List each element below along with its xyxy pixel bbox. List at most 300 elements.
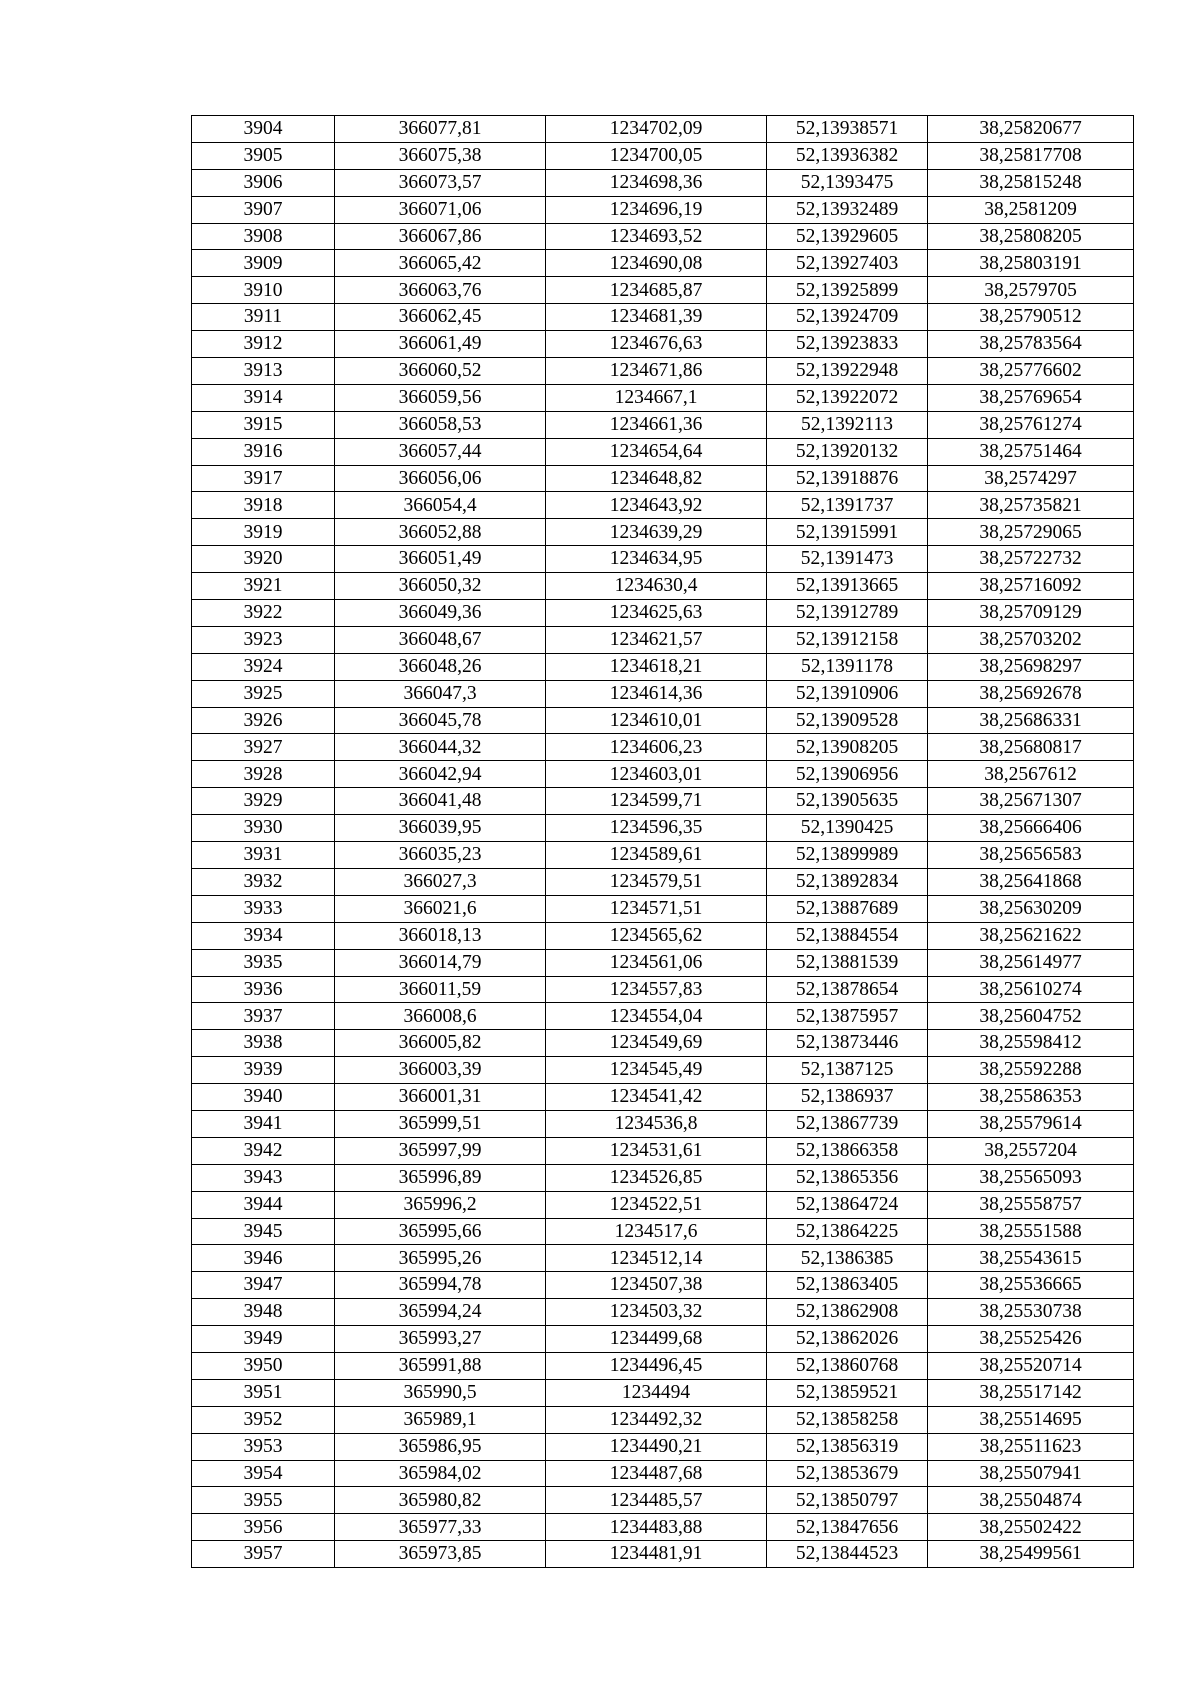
longitude-cell: 38,2574297 bbox=[928, 465, 1134, 492]
longitude-cell: 38,25514695 bbox=[928, 1406, 1134, 1433]
x-coordinate-cell: 366018,13 bbox=[335, 922, 546, 949]
latitude-cell: 52,13863405 bbox=[767, 1272, 928, 1299]
y-coordinate-cell: 1234481,91 bbox=[546, 1541, 767, 1568]
latitude-cell: 52,13873446 bbox=[767, 1030, 928, 1057]
table-row bbox=[192, 1379, 1134, 1406]
table-row bbox=[192, 465, 1134, 492]
latitude-cell: 52,13913665 bbox=[767, 573, 928, 600]
x-coordinate-cell: 366044,32 bbox=[335, 734, 546, 761]
x-coordinate-cell: 365997,99 bbox=[335, 1137, 546, 1164]
y-coordinate-cell: 1234690,08 bbox=[546, 250, 767, 277]
table-row bbox=[192, 1406, 1134, 1433]
latitude-cell: 52,13927403 bbox=[767, 250, 928, 277]
x-coordinate-cell: 366005,82 bbox=[335, 1030, 546, 1057]
y-coordinate-cell: 1234696,19 bbox=[546, 196, 767, 223]
x-coordinate-cell: 366003,39 bbox=[335, 1057, 546, 1084]
longitude-cell: 38,25565093 bbox=[928, 1164, 1134, 1191]
y-coordinate-cell: 1234667,1 bbox=[546, 384, 767, 411]
point-number-cell: 3916 bbox=[192, 438, 335, 465]
point-number-cell: 3906 bbox=[192, 169, 335, 196]
latitude-cell: 52,13910906 bbox=[767, 680, 928, 707]
longitude-cell: 38,25790512 bbox=[928, 304, 1134, 331]
table-row bbox=[192, 1084, 1134, 1111]
longitude-cell: 38,25820677 bbox=[928, 116, 1134, 143]
point-number-cell: 3952 bbox=[192, 1406, 335, 1433]
table-row bbox=[192, 1191, 1134, 1218]
x-coordinate-cell: 366058,53 bbox=[335, 411, 546, 438]
coordinates-table bbox=[191, 115, 1134, 1568]
table-row bbox=[192, 1137, 1134, 1164]
latitude-cell: 52,13924709 bbox=[767, 304, 928, 331]
point-number-cell: 3944 bbox=[192, 1191, 335, 1218]
point-number-cell: 3922 bbox=[192, 600, 335, 627]
latitude-cell: 52,13932489 bbox=[767, 196, 928, 223]
y-coordinate-cell: 1234531,61 bbox=[546, 1137, 767, 1164]
x-coordinate-cell: 366061,49 bbox=[335, 331, 546, 358]
y-coordinate-cell: 1234485,57 bbox=[546, 1487, 767, 1514]
point-number-cell: 3950 bbox=[192, 1352, 335, 1379]
table-row bbox=[192, 1272, 1134, 1299]
point-number-cell: 3909 bbox=[192, 250, 335, 277]
y-coordinate-cell: 1234643,92 bbox=[546, 492, 767, 519]
y-coordinate-cell: 1234625,63 bbox=[546, 600, 767, 627]
latitude-cell: 52,13860768 bbox=[767, 1352, 928, 1379]
longitude-cell: 38,25666406 bbox=[928, 815, 1134, 842]
point-number-cell: 3913 bbox=[192, 358, 335, 385]
x-coordinate-cell: 365991,88 bbox=[335, 1352, 546, 1379]
latitude-cell: 52,13884554 bbox=[767, 922, 928, 949]
x-coordinate-cell: 366075,38 bbox=[335, 142, 546, 169]
longitude-cell: 38,2557204 bbox=[928, 1137, 1134, 1164]
latitude-cell: 52,13922948 bbox=[767, 358, 928, 385]
longitude-cell: 38,25641868 bbox=[928, 868, 1134, 895]
table-row bbox=[192, 1057, 1134, 1084]
x-coordinate-cell: 366041,48 bbox=[335, 788, 546, 815]
point-number-cell: 3927 bbox=[192, 734, 335, 761]
latitude-cell: 52,13922072 bbox=[767, 384, 928, 411]
latitude-cell: 52,13862026 bbox=[767, 1326, 928, 1353]
table-row bbox=[192, 653, 1134, 680]
point-number-cell: 3917 bbox=[192, 465, 335, 492]
table-row bbox=[192, 116, 1134, 143]
point-number-cell: 3918 bbox=[192, 492, 335, 519]
x-coordinate-cell: 365977,33 bbox=[335, 1514, 546, 1541]
x-coordinate-cell: 366011,59 bbox=[335, 976, 546, 1003]
longitude-cell: 38,25525426 bbox=[928, 1326, 1134, 1353]
table-row bbox=[192, 1352, 1134, 1379]
point-number-cell: 3908 bbox=[192, 223, 335, 250]
longitude-cell: 38,25614977 bbox=[928, 949, 1134, 976]
y-coordinate-cell: 1234618,21 bbox=[546, 653, 767, 680]
table-row bbox=[192, 1030, 1134, 1057]
latitude-cell: 52,13938571 bbox=[767, 116, 928, 143]
point-number-cell: 3911 bbox=[192, 304, 335, 331]
point-number-cell: 3904 bbox=[192, 116, 335, 143]
point-number-cell: 3923 bbox=[192, 626, 335, 653]
x-coordinate-cell: 366073,57 bbox=[335, 169, 546, 196]
point-number-cell: 3932 bbox=[192, 868, 335, 895]
y-coordinate-cell: 1234492,32 bbox=[546, 1406, 767, 1433]
x-coordinate-cell: 365990,5 bbox=[335, 1379, 546, 1406]
x-coordinate-cell: 366045,78 bbox=[335, 707, 546, 734]
table-row bbox=[192, 1326, 1134, 1353]
x-coordinate-cell: 365989,1 bbox=[335, 1406, 546, 1433]
point-number-cell: 3930 bbox=[192, 815, 335, 842]
table-row bbox=[192, 1433, 1134, 1460]
y-coordinate-cell: 1234545,49 bbox=[546, 1057, 767, 1084]
latitude-cell: 52,13908205 bbox=[767, 734, 928, 761]
y-coordinate-cell: 1234483,88 bbox=[546, 1514, 767, 1541]
table-row bbox=[192, 304, 1134, 331]
latitude-cell: 52,1390425 bbox=[767, 815, 928, 842]
table-row bbox=[192, 788, 1134, 815]
y-coordinate-cell: 1234565,62 bbox=[546, 922, 767, 949]
longitude-cell: 38,25680817 bbox=[928, 734, 1134, 761]
y-coordinate-cell: 1234517,6 bbox=[546, 1218, 767, 1245]
latitude-cell: 52,13866358 bbox=[767, 1137, 928, 1164]
point-number-cell: 3919 bbox=[192, 519, 335, 546]
latitude-cell: 52,13875957 bbox=[767, 1003, 928, 1030]
point-number-cell: 3940 bbox=[192, 1084, 335, 1111]
y-coordinate-cell: 1234496,45 bbox=[546, 1352, 767, 1379]
table-row bbox=[192, 868, 1134, 895]
y-coordinate-cell: 1234503,32 bbox=[546, 1299, 767, 1326]
x-coordinate-cell: 365995,66 bbox=[335, 1218, 546, 1245]
point-number-cell: 3921 bbox=[192, 573, 335, 600]
x-coordinate-cell: 365986,95 bbox=[335, 1433, 546, 1460]
table-row bbox=[192, 976, 1134, 1003]
x-coordinate-cell: 365994,24 bbox=[335, 1299, 546, 1326]
longitude-cell: 38,25656583 bbox=[928, 842, 1134, 869]
point-number-cell: 3928 bbox=[192, 761, 335, 788]
table-row bbox=[192, 1299, 1134, 1326]
table-row bbox=[192, 626, 1134, 653]
table-row bbox=[192, 384, 1134, 411]
latitude-cell: 52,1386937 bbox=[767, 1084, 928, 1111]
table-row bbox=[192, 277, 1134, 304]
table-row bbox=[192, 1003, 1134, 1030]
longitude-cell: 38,25716092 bbox=[928, 573, 1134, 600]
point-number-cell: 3907 bbox=[192, 196, 335, 223]
point-number-cell: 3938 bbox=[192, 1030, 335, 1057]
longitude-cell: 38,25751464 bbox=[928, 438, 1134, 465]
y-coordinate-cell: 1234621,57 bbox=[546, 626, 767, 653]
y-coordinate-cell: 1234589,61 bbox=[546, 842, 767, 869]
latitude-cell: 52,13864724 bbox=[767, 1191, 928, 1218]
latitude-cell: 52,13864225 bbox=[767, 1218, 928, 1245]
longitude-cell: 38,25735821 bbox=[928, 492, 1134, 519]
longitude-cell: 38,25671307 bbox=[928, 788, 1134, 815]
table-row bbox=[192, 707, 1134, 734]
longitude-cell: 38,25511623 bbox=[928, 1433, 1134, 1460]
x-coordinate-cell: 366049,36 bbox=[335, 600, 546, 627]
table-row bbox=[192, 250, 1134, 277]
x-coordinate-cell: 365996,89 bbox=[335, 1164, 546, 1191]
y-coordinate-cell: 1234571,51 bbox=[546, 895, 767, 922]
y-coordinate-cell: 1234606,23 bbox=[546, 734, 767, 761]
point-number-cell: 3941 bbox=[192, 1110, 335, 1137]
longitude-cell: 38,25709129 bbox=[928, 600, 1134, 627]
point-number-cell: 3957 bbox=[192, 1541, 335, 1568]
x-coordinate-cell: 366001,31 bbox=[335, 1084, 546, 1111]
latitude-cell: 52,13899989 bbox=[767, 842, 928, 869]
x-coordinate-cell: 366056,06 bbox=[335, 465, 546, 492]
x-coordinate-cell: 366050,32 bbox=[335, 573, 546, 600]
x-coordinate-cell: 365984,02 bbox=[335, 1460, 546, 1487]
table-row bbox=[192, 331, 1134, 358]
x-coordinate-cell: 366021,6 bbox=[335, 895, 546, 922]
table-row bbox=[192, 815, 1134, 842]
point-number-cell: 3942 bbox=[192, 1137, 335, 1164]
y-coordinate-cell: 1234676,63 bbox=[546, 331, 767, 358]
coordinates-table-body bbox=[192, 116, 1134, 1568]
y-coordinate-cell: 1234557,83 bbox=[546, 976, 767, 1003]
x-coordinate-cell: 366077,81 bbox=[335, 116, 546, 143]
x-coordinate-cell: 366039,95 bbox=[335, 815, 546, 842]
latitude-cell: 52,13925899 bbox=[767, 277, 928, 304]
x-coordinate-cell: 365996,2 bbox=[335, 1191, 546, 1218]
table-row bbox=[192, 196, 1134, 223]
point-number-cell: 3953 bbox=[192, 1433, 335, 1460]
longitude-cell: 38,25502422 bbox=[928, 1514, 1134, 1541]
point-number-cell: 3925 bbox=[192, 680, 335, 707]
table-row bbox=[192, 922, 1134, 949]
point-number-cell: 3933 bbox=[192, 895, 335, 922]
point-number-cell: 3943 bbox=[192, 1164, 335, 1191]
longitude-cell: 38,25610274 bbox=[928, 976, 1134, 1003]
longitude-cell: 38,25630209 bbox=[928, 895, 1134, 922]
longitude-cell: 38,2579705 bbox=[928, 277, 1134, 304]
x-coordinate-cell: 366014,79 bbox=[335, 949, 546, 976]
table-row bbox=[192, 519, 1134, 546]
longitude-cell: 38,25520714 bbox=[928, 1352, 1134, 1379]
longitude-cell: 38,2567612 bbox=[928, 761, 1134, 788]
point-number-cell: 3954 bbox=[192, 1460, 335, 1487]
x-coordinate-cell: 365995,26 bbox=[335, 1245, 546, 1272]
longitude-cell: 38,25504874 bbox=[928, 1487, 1134, 1514]
point-number-cell: 3936 bbox=[192, 976, 335, 1003]
x-coordinate-cell: 366027,3 bbox=[335, 868, 546, 895]
latitude-cell: 52,13912158 bbox=[767, 626, 928, 653]
y-coordinate-cell: 1234661,36 bbox=[546, 411, 767, 438]
y-coordinate-cell: 1234693,52 bbox=[546, 223, 767, 250]
y-coordinate-cell: 1234634,95 bbox=[546, 546, 767, 573]
point-number-cell: 3914 bbox=[192, 384, 335, 411]
latitude-cell: 52,13853679 bbox=[767, 1460, 928, 1487]
table-row bbox=[192, 142, 1134, 169]
x-coordinate-cell: 366057,44 bbox=[335, 438, 546, 465]
y-coordinate-cell: 1234526,85 bbox=[546, 1164, 767, 1191]
y-coordinate-cell: 1234599,71 bbox=[546, 788, 767, 815]
latitude-cell: 52,13878654 bbox=[767, 976, 928, 1003]
longitude-cell: 38,25776602 bbox=[928, 358, 1134, 385]
y-coordinate-cell: 1234487,68 bbox=[546, 1460, 767, 1487]
point-number-cell: 3945 bbox=[192, 1218, 335, 1245]
longitude-cell: 38,25692678 bbox=[928, 680, 1134, 707]
point-number-cell: 3926 bbox=[192, 707, 335, 734]
table-row bbox=[192, 411, 1134, 438]
table-row bbox=[192, 680, 1134, 707]
x-coordinate-cell: 366062,45 bbox=[335, 304, 546, 331]
table-row bbox=[192, 1110, 1134, 1137]
longitude-cell: 38,25783564 bbox=[928, 331, 1134, 358]
point-number-cell: 3956 bbox=[192, 1514, 335, 1541]
table-row bbox=[192, 895, 1134, 922]
y-coordinate-cell: 1234610,01 bbox=[546, 707, 767, 734]
y-coordinate-cell: 1234522,51 bbox=[546, 1191, 767, 1218]
latitude-cell: 52,13918876 bbox=[767, 465, 928, 492]
latitude-cell: 52,13881539 bbox=[767, 949, 928, 976]
latitude-cell: 52,1392113 bbox=[767, 411, 928, 438]
y-coordinate-cell: 1234702,09 bbox=[546, 116, 767, 143]
point-number-cell: 3947 bbox=[192, 1272, 335, 1299]
longitude-cell: 38,25592288 bbox=[928, 1057, 1134, 1084]
point-number-cell: 3905 bbox=[192, 142, 335, 169]
longitude-cell: 38,25507941 bbox=[928, 1460, 1134, 1487]
y-coordinate-cell: 1234685,87 bbox=[546, 277, 767, 304]
x-coordinate-cell: 365980,82 bbox=[335, 1487, 546, 1514]
x-coordinate-cell: 366065,42 bbox=[335, 250, 546, 277]
longitude-cell: 38,25686331 bbox=[928, 707, 1134, 734]
table-row bbox=[192, 1218, 1134, 1245]
y-coordinate-cell: 1234549,69 bbox=[546, 1030, 767, 1057]
y-coordinate-cell: 1234648,82 bbox=[546, 465, 767, 492]
point-number-cell: 3931 bbox=[192, 842, 335, 869]
latitude-cell: 52,13929605 bbox=[767, 223, 928, 250]
point-number-cell: 3934 bbox=[192, 922, 335, 949]
table-row bbox=[192, 546, 1134, 573]
x-coordinate-cell: 365999,51 bbox=[335, 1110, 546, 1137]
latitude-cell: 52,13905635 bbox=[767, 788, 928, 815]
table-row bbox=[192, 1164, 1134, 1191]
y-coordinate-cell: 1234630,4 bbox=[546, 573, 767, 600]
x-coordinate-cell: 366035,23 bbox=[335, 842, 546, 869]
y-coordinate-cell: 1234499,68 bbox=[546, 1326, 767, 1353]
y-coordinate-cell: 1234698,36 bbox=[546, 169, 767, 196]
y-coordinate-cell: 1234603,01 bbox=[546, 761, 767, 788]
latitude-cell: 52,13920132 bbox=[767, 438, 928, 465]
point-number-cell: 3924 bbox=[192, 653, 335, 680]
latitude-cell: 52,13892834 bbox=[767, 868, 928, 895]
table-row bbox=[192, 169, 1134, 196]
point-number-cell: 3935 bbox=[192, 949, 335, 976]
point-number-cell: 3955 bbox=[192, 1487, 335, 1514]
x-coordinate-cell: 366060,52 bbox=[335, 358, 546, 385]
table-row bbox=[192, 734, 1134, 761]
y-coordinate-cell: 1234639,29 bbox=[546, 519, 767, 546]
longitude-cell: 38,25530738 bbox=[928, 1299, 1134, 1326]
longitude-cell: 38,25808205 bbox=[928, 223, 1134, 250]
longitude-cell: 38,25558757 bbox=[928, 1191, 1134, 1218]
y-coordinate-cell: 1234654,64 bbox=[546, 438, 767, 465]
latitude-cell: 52,13936382 bbox=[767, 142, 928, 169]
latitude-cell: 52,13856319 bbox=[767, 1433, 928, 1460]
table-row bbox=[192, 842, 1134, 869]
x-coordinate-cell: 366051,49 bbox=[335, 546, 546, 573]
x-coordinate-cell: 366054,4 bbox=[335, 492, 546, 519]
table-row bbox=[192, 223, 1134, 250]
longitude-cell: 38,25517142 bbox=[928, 1379, 1134, 1406]
longitude-cell: 38,25536665 bbox=[928, 1272, 1134, 1299]
table-row bbox=[192, 358, 1134, 385]
latitude-cell: 52,13858258 bbox=[767, 1406, 928, 1433]
latitude-cell: 52,1393475 bbox=[767, 169, 928, 196]
latitude-cell: 52,13923833 bbox=[767, 331, 928, 358]
table-row bbox=[192, 438, 1134, 465]
y-coordinate-cell: 1234490,21 bbox=[546, 1433, 767, 1460]
table-row bbox=[192, 492, 1134, 519]
y-coordinate-cell: 1234579,51 bbox=[546, 868, 767, 895]
y-coordinate-cell: 1234494 bbox=[546, 1379, 767, 1406]
table-row bbox=[192, 1541, 1134, 1568]
latitude-cell: 52,13844523 bbox=[767, 1541, 928, 1568]
y-coordinate-cell: 1234681,39 bbox=[546, 304, 767, 331]
table-row bbox=[192, 1460, 1134, 1487]
longitude-cell: 38,25586353 bbox=[928, 1084, 1134, 1111]
longitude-cell: 38,25598412 bbox=[928, 1030, 1134, 1057]
x-coordinate-cell: 366063,76 bbox=[335, 277, 546, 304]
point-number-cell: 3939 bbox=[192, 1057, 335, 1084]
latitude-cell: 52,1387125 bbox=[767, 1057, 928, 1084]
point-number-cell: 3949 bbox=[192, 1326, 335, 1353]
longitude-cell: 38,25499561 bbox=[928, 1541, 1134, 1568]
point-number-cell: 3910 bbox=[192, 277, 335, 304]
y-coordinate-cell: 1234536,8 bbox=[546, 1110, 767, 1137]
longitude-cell: 38,25761274 bbox=[928, 411, 1134, 438]
latitude-cell: 52,13865356 bbox=[767, 1164, 928, 1191]
longitude-cell: 38,25551588 bbox=[928, 1218, 1134, 1245]
point-number-cell: 3915 bbox=[192, 411, 335, 438]
table-row bbox=[192, 1514, 1134, 1541]
point-number-cell: 3937 bbox=[192, 1003, 335, 1030]
longitude-cell: 38,25621622 bbox=[928, 922, 1134, 949]
point-number-cell: 3929 bbox=[192, 788, 335, 815]
y-coordinate-cell: 1234561,06 bbox=[546, 949, 767, 976]
y-coordinate-cell: 1234541,42 bbox=[546, 1084, 767, 1111]
longitude-cell: 38,25543615 bbox=[928, 1245, 1134, 1272]
longitude-cell: 38,25604752 bbox=[928, 1003, 1134, 1030]
table-row bbox=[192, 949, 1134, 976]
longitude-cell: 38,25698297 bbox=[928, 653, 1134, 680]
latitude-cell: 52,13847656 bbox=[767, 1514, 928, 1541]
x-coordinate-cell: 365973,85 bbox=[335, 1541, 546, 1568]
x-coordinate-cell: 365994,78 bbox=[335, 1272, 546, 1299]
longitude-cell: 38,25815248 bbox=[928, 169, 1134, 196]
latitude-cell: 52,13915991 bbox=[767, 519, 928, 546]
x-coordinate-cell: 366008,6 bbox=[335, 1003, 546, 1030]
y-coordinate-cell: 1234700,05 bbox=[546, 142, 767, 169]
longitude-cell: 38,2581209 bbox=[928, 196, 1134, 223]
point-number-cell: 3912 bbox=[192, 331, 335, 358]
longitude-cell: 38,25579614 bbox=[928, 1110, 1134, 1137]
point-number-cell: 3948 bbox=[192, 1299, 335, 1326]
latitude-cell: 52,13906956 bbox=[767, 761, 928, 788]
y-coordinate-cell: 1234596,35 bbox=[546, 815, 767, 842]
latitude-cell: 52,1391473 bbox=[767, 546, 928, 573]
x-coordinate-cell: 366067,86 bbox=[335, 223, 546, 250]
x-coordinate-cell: 366048,67 bbox=[335, 626, 546, 653]
point-number-cell: 3946 bbox=[192, 1245, 335, 1272]
y-coordinate-cell: 1234507,38 bbox=[546, 1272, 767, 1299]
latitude-cell: 52,1391737 bbox=[767, 492, 928, 519]
latitude-cell: 52,13867739 bbox=[767, 1110, 928, 1137]
longitude-cell: 38,25729065 bbox=[928, 519, 1134, 546]
table-row bbox=[192, 761, 1134, 788]
longitude-cell: 38,25817708 bbox=[928, 142, 1134, 169]
x-coordinate-cell: 365993,27 bbox=[335, 1326, 546, 1353]
longitude-cell: 38,25722732 bbox=[928, 546, 1134, 573]
latitude-cell: 52,1386385 bbox=[767, 1245, 928, 1272]
